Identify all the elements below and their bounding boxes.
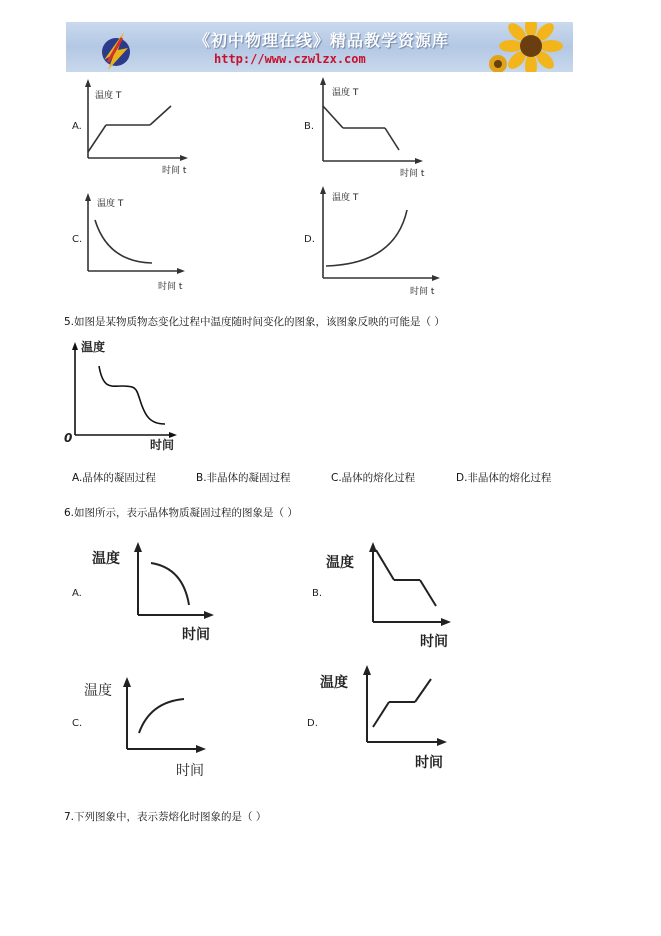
q4-option-d-letter[interactable]: D. — [304, 234, 315, 245]
q4-c-y-label: 温度 T — [97, 199, 124, 209]
q6-d-x-label: 时间 — [415, 755, 443, 771]
q4-c-x-label: 时间 t — [158, 282, 183, 292]
q6-b-y-label: 温度 — [326, 555, 354, 571]
q6-question-text: 6.如图所示，表示晶体物质凝固过程的图象是（ ） — [64, 507, 298, 519]
banner-title: 《初中物理在线》精品教学资源库 — [194, 31, 450, 50]
q5-y-label: 温度 — [81, 340, 106, 354]
q5-choice-a[interactable]: A.晶体的凝固过程 — [72, 472, 156, 484]
q4-b-y-label: 温度 T — [332, 88, 359, 98]
q6-d-y-label: 温度 — [320, 675, 348, 691]
q5-question-text: 5.如图是某物质物态变化过程中温度随时间变化的图象，该图象反映的可能是（ ） — [64, 316, 445, 328]
q6-a-y-label: 温度 — [92, 551, 120, 567]
banner-url: http://www.czwlzx.com — [214, 52, 366, 66]
q5-choice-c[interactable]: C.晶体的熔化过程 — [331, 472, 416, 484]
q4-d-x-label: 时间 t — [410, 287, 435, 297]
q6-option-a-letter[interactable]: A. — [72, 588, 82, 599]
q5-choice-b[interactable]: B.非晶体的凝固过程 — [196, 472, 291, 484]
q6-option-b-letter[interactable]: B. — [312, 588, 323, 599]
q6-option-d-letter[interactable]: D. — [307, 718, 318, 729]
q4-a-x-label: 时间 t — [162, 166, 187, 176]
q4-b-x-label: 时间 t — [400, 169, 425, 179]
q5-x-label: 时间 — [150, 438, 175, 452]
q4-option-b-letter[interactable]: B. — [304, 121, 315, 132]
q4-option-c-letter[interactable]: C. — [72, 234, 83, 245]
q6-b-x-label: 时间 — [420, 634, 448, 650]
q4-d-y-label: 温度 T — [332, 193, 359, 203]
q4-option-a-letter[interactable]: A. — [72, 121, 82, 132]
q6-c-y-label: 温度 — [84, 683, 112, 699]
q6-c-x-label: 时间 — [176, 763, 204, 779]
q6-option-c-letter[interactable]: C. — [72, 718, 83, 729]
q6-a-x-label: 时间 — [182, 627, 210, 643]
q4-a-y-label: 温度 T — [95, 91, 122, 101]
q5-choice-d[interactable]: D.非晶体的熔化过程 — [456, 472, 552, 484]
q7-question-text: 7.下列图象中，表示萘熔化时图象的是（ ） — [64, 811, 267, 823]
q5-origin-label: 0 — [64, 431, 73, 445]
